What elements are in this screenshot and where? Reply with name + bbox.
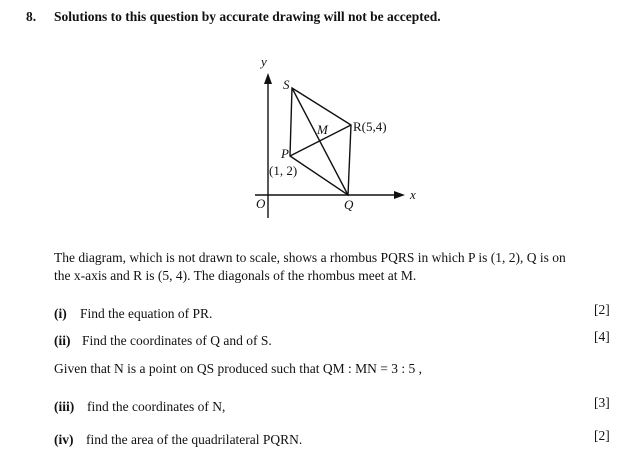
q-label: Q bbox=[344, 197, 354, 212]
x-label: x bbox=[410, 187, 416, 202]
y-label: y bbox=[261, 54, 267, 69]
part-ii-marks: [4] bbox=[594, 329, 610, 344]
question-heading: Solutions to this question by accurate drawing will not be accepted. bbox=[54, 9, 441, 24]
part-i-text: Find the equation of PR. bbox=[80, 306, 213, 321]
part-iv-text: find the area of the quadrilateral PQRN. bbox=[86, 432, 303, 447]
intro-line-2: the x-axis and R is (5, 4). The diagonals of the rhombus meet at M. bbox=[54, 268, 417, 283]
part-ii-label: (ii) bbox=[54, 333, 71, 348]
p-label: P bbox=[281, 146, 289, 161]
question-number: 8. bbox=[26, 9, 37, 24]
origin-label: O bbox=[256, 196, 266, 211]
x-arrow-icon bbox=[394, 191, 405, 199]
given-statement: Given that N is a point on QS produced such that QM : MN = 3 : 5 , bbox=[54, 361, 422, 376]
part-iii-label: (iii) bbox=[54, 399, 75, 414]
intro-line-1: The diagram, which is not drawn to scale, shows a rhombus PQRS in which P is (1, 2), Q is on bbox=[54, 250, 566, 265]
y-arrow-icon bbox=[264, 73, 272, 84]
part-iv-marks: [2] bbox=[594, 428, 610, 443]
p-coords-label: (1, 2) bbox=[269, 163, 298, 178]
part-i-marks: [2] bbox=[594, 302, 610, 317]
part-ii-text: Find the coordinates of Q and of S. bbox=[82, 333, 272, 348]
part-iii-marks: [3] bbox=[594, 395, 610, 410]
r-label: R(5,4) bbox=[353, 119, 387, 134]
part-i-label: (i) bbox=[54, 306, 67, 321]
part-iv-label: (iv) bbox=[54, 432, 74, 447]
m-label: M bbox=[317, 122, 328, 137]
s-label: S bbox=[283, 77, 290, 92]
part-iii-text: find the coordinates of N, bbox=[87, 399, 226, 414]
